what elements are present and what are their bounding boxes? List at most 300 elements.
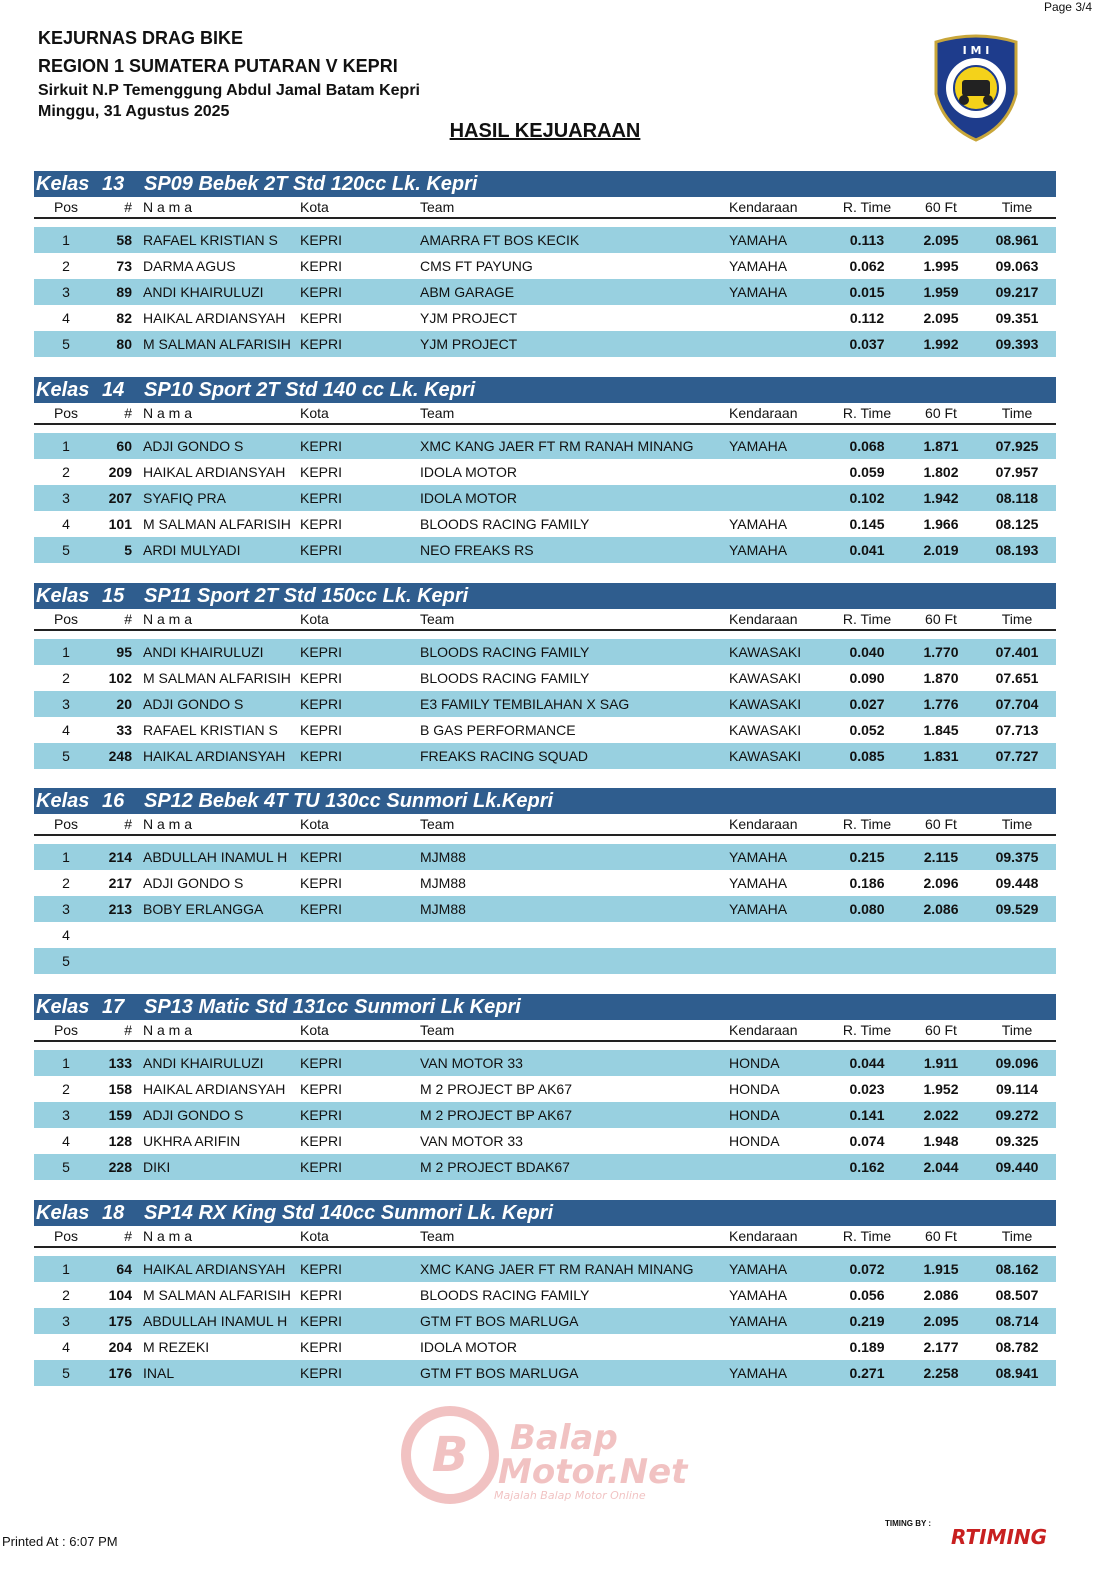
city: KEPRI <box>300 1055 343 1071</box>
team-name: CMS FT PAYUNG <box>420 258 533 274</box>
table-header <box>34 403 1056 425</box>
city: KEPRI <box>300 232 343 248</box>
bib-number: 33 <box>116 722 132 738</box>
column-header-no: # <box>124 405 132 421</box>
vehicle: KAWASAKI <box>729 670 802 686</box>
reaction-time: 0.141 <box>849 1107 885 1123</box>
team-name: BLOODS RACING FAMILY <box>420 1287 590 1303</box>
table-row <box>34 1050 1056 1076</box>
table-row <box>34 227 1056 253</box>
sixty-ft-time: 1.776 <box>923 696 959 712</box>
rider-name: HAIKAL ARDIANSYAH <box>143 464 286 480</box>
rider-name: BOBY ERLANGGA <box>143 901 264 917</box>
vehicle: HONDA <box>729 1055 780 1071</box>
bib-number: 175 <box>108 1313 132 1329</box>
column-header-pos: Pos <box>53 611 79 627</box>
bib-number: 159 <box>108 1107 132 1123</box>
column-header-ft: 60 Ft <box>925 816 957 832</box>
column-header-team: Team <box>420 199 455 215</box>
final-time: 09.217 <box>995 284 1039 300</box>
city: KEPRI <box>300 1261 343 1277</box>
class-heading <box>34 1200 1056 1226</box>
rider-name: ANDI KHAIRULUZI <box>143 284 264 300</box>
final-time: 08.507 <box>995 1287 1039 1303</box>
final-time: 09.063 <box>995 258 1039 274</box>
column-header-kendaraan: Kendaraan <box>729 1022 798 1038</box>
table-row <box>34 537 1056 563</box>
table-row <box>34 1154 1056 1180</box>
bib-number: 20 <box>116 696 132 712</box>
team-name: MJM88 <box>420 875 466 891</box>
rider-name: HAIKAL ARDIANSYAH <box>143 748 286 764</box>
class-name: SP13 Matic Std 131cc Sunmori Lk Kepri <box>144 996 521 1018</box>
printed-at: Printed At : 6:07 PM <box>2 1534 118 1549</box>
bib-number: 213 <box>108 901 132 917</box>
city: KEPRI <box>300 1287 343 1303</box>
table-row <box>34 459 1056 485</box>
team-name: BLOODS RACING FAMILY <box>420 516 590 532</box>
rider-name: UKHRA ARIFIN <box>143 1133 241 1149</box>
class-section <box>34 377 1056 563</box>
team-name: VAN MOTOR 33 <box>420 1055 523 1071</box>
position: 3 <box>62 490 70 506</box>
event-region: REGION 1 SUMATERA PUTARAN V KEPRI <box>38 56 398 76</box>
column-header-kendaraan: Kendaraan <box>729 816 798 832</box>
final-time: 08.961 <box>995 232 1039 248</box>
column-header-time: Time <box>1001 1228 1033 1244</box>
bib-number: 101 <box>108 516 132 532</box>
final-time: 07.727 <box>995 748 1039 764</box>
table-row <box>34 1102 1056 1128</box>
final-time: 09.529 <box>995 901 1039 917</box>
page-number: Page 3/4 <box>1043 0 1092 14</box>
table-row <box>34 844 1056 870</box>
column-header-kota: Kota <box>300 1022 329 1038</box>
city: KEPRI <box>300 722 343 738</box>
sixty-ft-time: 2.044 <box>923 1159 959 1175</box>
column-header-time: Time <box>1001 1022 1033 1038</box>
city: KEPRI <box>300 644 343 660</box>
column-header-pos: Pos <box>53 405 79 421</box>
final-time: 08.782 <box>995 1339 1039 1355</box>
column-header-kendaraan: Kendaraan <box>729 405 798 421</box>
table-row <box>34 1282 1056 1308</box>
spacer <box>34 219 1056 227</box>
table-row <box>34 253 1056 279</box>
timing-label: TIMING BY : <box>885 1519 932 1528</box>
reaction-time: 0.037 <box>849 336 885 352</box>
team-name: IDOLA MOTOR <box>420 1339 517 1355</box>
table-row <box>34 1360 1056 1386</box>
class-section <box>34 994 1056 1180</box>
bib-number: 104 <box>108 1287 132 1303</box>
vehicle: YAMAHA <box>729 1365 788 1381</box>
reaction-time: 0.015 <box>849 284 885 300</box>
city: KEPRI <box>300 1133 343 1149</box>
svg-text:B: B <box>431 1427 469 1483</box>
class-label: Kelas <box>36 379 90 401</box>
city: KEPRI <box>300 516 343 532</box>
vehicle: HONDA <box>729 1107 780 1123</box>
class-section <box>34 171 1056 357</box>
final-time: 09.448 <box>995 875 1039 891</box>
team-name: M 2 PROJECT BDAK67 <box>420 1159 570 1175</box>
reaction-time: 0.215 <box>849 849 885 865</box>
column-header-kota: Kota <box>300 1228 329 1244</box>
svg-text:Balap: Balap <box>510 1418 618 1458</box>
rider-name: M REZEKI <box>143 1339 210 1355</box>
reaction-time: 0.102 <box>849 490 885 506</box>
bib-number: 64 <box>116 1261 132 1277</box>
spacer <box>34 1248 1056 1256</box>
spacer <box>34 1042 1056 1050</box>
column-header-team: Team <box>420 1022 455 1038</box>
reaction-time: 0.027 <box>849 696 885 712</box>
sixty-ft-time: 1.831 <box>923 748 959 764</box>
city: KEPRI <box>300 748 343 764</box>
city: KEPRI <box>300 542 343 558</box>
column-header-rtime: R. Time <box>842 816 892 832</box>
position: 5 <box>62 336 70 352</box>
sixty-ft-time: 1.770 <box>923 644 959 660</box>
timing-credit <box>885 1515 1070 1555</box>
sixty-ft-time: 1.911 <box>923 1055 959 1071</box>
vehicle: YAMAHA <box>729 438 788 454</box>
column-header-ft: 60 Ft <box>925 199 957 215</box>
rider-name: ARDI MULYADI <box>143 542 241 558</box>
column-header-ft: 60 Ft <box>925 1022 957 1038</box>
reaction-time: 0.041 <box>849 542 885 558</box>
sixty-ft-time: 1.952 <box>923 1081 959 1097</box>
sixty-ft-time: 1.992 <box>923 336 959 352</box>
reaction-time: 0.080 <box>849 901 885 917</box>
rider-name: ABDULLAH INAMUL H <box>143 1313 288 1329</box>
team-name: YJM PROJECT <box>420 310 518 326</box>
bib-number: 207 <box>108 490 132 506</box>
reaction-time: 0.059 <box>849 464 885 480</box>
column-header-rtime: R. Time <box>842 199 892 215</box>
vehicle: YAMAHA <box>729 1287 788 1303</box>
city: KEPRI <box>300 1081 343 1097</box>
city: KEPRI <box>300 696 343 712</box>
rider-name: DARMA AGUS <box>143 258 236 274</box>
class-number: 15 <box>102 585 125 607</box>
table-row <box>34 639 1056 665</box>
position: 2 <box>62 670 70 686</box>
team-name: AMARRA FT BOS KECIK <box>420 232 580 248</box>
rider-name: HAIKAL ARDIANSYAH <box>143 310 286 326</box>
city: KEPRI <box>300 336 343 352</box>
class-label: Kelas <box>36 173 90 195</box>
reaction-time: 0.090 <box>849 670 885 686</box>
column-header-time: Time <box>1001 816 1033 832</box>
column-header-no: # <box>124 816 132 832</box>
final-time: 08.118 <box>995 490 1039 506</box>
column-header-time: Time <box>1001 199 1033 215</box>
table-row <box>34 279 1056 305</box>
column-header-no: # <box>124 1228 132 1244</box>
class-number: 14 <box>102 379 125 401</box>
final-time: 09.272 <box>995 1107 1039 1123</box>
position: 1 <box>62 232 70 248</box>
team-name: M 2 PROJECT BP AK67 <box>420 1081 572 1097</box>
column-header-team: Team <box>420 405 455 421</box>
class-heading <box>34 171 1056 197</box>
city: KEPRI <box>300 464 343 480</box>
sixty-ft-time: 1.802 <box>923 464 959 480</box>
city: KEPRI <box>300 284 343 300</box>
table-row <box>34 665 1056 691</box>
position: 2 <box>62 1287 70 1303</box>
city: KEPRI <box>300 438 343 454</box>
bib-number: 82 <box>116 310 132 326</box>
event-venue: Sirkuit N.P Temenggung Abdul Jamal Batam Kepri <box>38 82 420 99</box>
column-header-name: N a m a <box>143 1228 193 1244</box>
final-time: 09.325 <box>995 1133 1039 1149</box>
timing-brand-logo: RTIMING <box>951 1525 1048 1549</box>
table-row <box>34 1128 1056 1154</box>
table-row <box>34 511 1056 537</box>
table-header <box>34 814 1056 836</box>
position: 2 <box>62 875 70 891</box>
vehicle: YAMAHA <box>729 1313 788 1329</box>
team-name: GTM FT BOS MARLUGA <box>420 1313 579 1329</box>
column-header-no: # <box>124 199 132 215</box>
final-time: 07.713 <box>995 722 1039 738</box>
table-row <box>34 870 1056 896</box>
sixty-ft-time: 2.095 <box>923 232 959 248</box>
city: KEPRI <box>300 1313 343 1329</box>
vehicle: YAMAHA <box>729 875 788 891</box>
event-title: KEJURNAS DRAG BIKE <box>38 28 244 48</box>
final-time: 09.096 <box>995 1055 1039 1071</box>
column-header-rtime: R. Time <box>842 1022 892 1038</box>
table-row <box>34 717 1056 743</box>
position: 2 <box>62 1081 70 1097</box>
position: 2 <box>62 258 70 274</box>
spacer <box>34 836 1056 844</box>
final-time: 08.714 <box>995 1313 1039 1329</box>
final-time: 09.375 <box>995 849 1039 865</box>
sixty-ft-time: 1.948 <box>923 1133 959 1149</box>
bib-number: 95 <box>116 644 132 660</box>
column-header-name: N a m a <box>143 199 193 215</box>
column-header-time: Time <box>1001 405 1033 421</box>
position: 4 <box>62 516 70 532</box>
reaction-time: 0.023 <box>849 1081 885 1097</box>
reaction-time: 0.162 <box>849 1159 885 1175</box>
bib-number: 248 <box>108 748 132 764</box>
class-label: Kelas <box>36 585 90 607</box>
reaction-time: 0.072 <box>849 1261 885 1277</box>
team-name: MJM88 <box>420 901 466 917</box>
bib-number: 176 <box>108 1365 132 1381</box>
class-heading <box>34 788 1056 814</box>
position: 1 <box>62 1261 70 1277</box>
class-section <box>34 1200 1056 1386</box>
position: 1 <box>62 1055 70 1071</box>
rider-name: HAIKAL ARDIANSYAH <box>143 1261 286 1277</box>
vehicle: KAWASAKI <box>729 696 802 712</box>
vehicle: KAWASAKI <box>729 644 802 660</box>
position: 1 <box>62 438 70 454</box>
column-header-team: Team <box>420 816 455 832</box>
reaction-time: 0.044 <box>849 1055 885 1071</box>
table-row <box>34 691 1056 717</box>
class-heading <box>34 583 1056 609</box>
final-time: 07.401 <box>995 644 1039 660</box>
position: 4 <box>62 722 70 738</box>
final-time: 07.651 <box>995 670 1039 686</box>
sixty-ft-time: 1.995 <box>923 258 959 274</box>
bib-number: 89 <box>116 284 132 300</box>
team-name: IDOLA MOTOR <box>420 490 517 506</box>
bib-number: 102 <box>108 670 132 686</box>
bib-number: 73 <box>116 258 132 274</box>
table-row <box>34 331 1056 357</box>
rider-name: RAFAEL KRISTIAN S <box>143 232 278 248</box>
sixty-ft-time: 2.086 <box>923 901 959 917</box>
reaction-time: 0.186 <box>849 875 885 891</box>
vehicle: YAMAHA <box>729 258 788 274</box>
bib-number: 214 <box>108 849 132 865</box>
class-heading <box>34 994 1056 1020</box>
rider-name: INAL <box>143 1365 175 1381</box>
final-time: 07.704 <box>995 696 1039 712</box>
position: 4 <box>62 1133 70 1149</box>
class-label: Kelas <box>36 1202 90 1224</box>
position: 4 <box>62 927 70 943</box>
rider-name: ADJI GONDO S <box>143 438 244 454</box>
bib-number: 58 <box>116 232 132 248</box>
reaction-time: 0.040 <box>849 644 885 660</box>
table-row <box>34 433 1056 459</box>
vehicle: HONDA <box>729 1133 780 1149</box>
city: KEPRI <box>300 670 343 686</box>
position: 5 <box>62 748 70 764</box>
position: 1 <box>62 644 70 660</box>
column-header-kendaraan: Kendaraan <box>729 199 798 215</box>
bib-number: 204 <box>108 1339 132 1355</box>
team-name: FREAKS RACING SQUAD <box>420 748 589 764</box>
sixty-ft-time: 2.095 <box>923 310 959 326</box>
sixty-ft-time: 2.115 <box>923 849 959 865</box>
class-number: 13 <box>102 173 125 195</box>
column-header-ft: 60 Ft <box>925 611 957 627</box>
table-header <box>34 197 1056 219</box>
table-row <box>34 922 1056 948</box>
vehicle: YAMAHA <box>729 542 788 558</box>
table-row <box>34 896 1056 922</box>
class-name: SP14 RX King Std 140cc Sunmori Lk. Kepri <box>144 1202 554 1224</box>
class-number: 17 <box>102 996 125 1018</box>
class-name: SP11 Sport 2T Std 150cc Lk. Kepri <box>144 585 469 607</box>
sixty-ft-time: 1.845 <box>923 722 959 738</box>
sixty-ft-time: 1.959 <box>923 284 959 300</box>
final-time: 08.125 <box>995 516 1039 532</box>
final-time: 07.957 <box>995 464 1039 480</box>
reaction-time: 0.189 <box>849 1339 885 1355</box>
team-name: BLOODS RACING FAMILY <box>420 670 590 686</box>
rider-name: ADJI GONDO S <box>143 696 244 712</box>
column-header-no: # <box>124 611 132 627</box>
reaction-time: 0.112 <box>849 310 885 326</box>
bib-number: 128 <box>108 1133 132 1149</box>
vehicle: YAMAHA <box>729 284 788 300</box>
sixty-ft-time: 2.177 <box>923 1339 959 1355</box>
reaction-time: 0.068 <box>849 438 885 454</box>
column-header-name: N a m a <box>143 611 193 627</box>
reaction-time: 0.219 <box>849 1313 885 1329</box>
rider-name: M SALMAN ALFARISIH <box>143 670 291 686</box>
table-header <box>34 1020 1056 1042</box>
rider-name: SYAFIQ PRA <box>143 490 226 506</box>
vehicle: YAMAHA <box>729 849 788 865</box>
team-name: GTM FT BOS MARLUGA <box>420 1365 579 1381</box>
city: KEPRI <box>300 849 343 865</box>
imi-logo <box>928 34 1024 144</box>
city: KEPRI <box>300 1107 343 1123</box>
column-header-time: Time <box>1001 611 1033 627</box>
table-row <box>34 948 1056 974</box>
column-header-kendaraan: Kendaraan <box>729 1228 798 1244</box>
position: 1 <box>62 849 70 865</box>
svg-text:I M I: I M I <box>962 44 990 57</box>
sixty-ft-time: 2.096 <box>923 875 959 891</box>
class-number: 16 <box>102 790 125 812</box>
rider-name: ABDULLAH INAMUL H <box>143 849 288 865</box>
reaction-time: 0.085 <box>849 748 885 764</box>
sixty-ft-time: 1.915 <box>923 1261 959 1277</box>
vehicle: HONDA <box>729 1081 780 1097</box>
position: 5 <box>62 542 70 558</box>
vehicle: KAWASAKI <box>729 748 802 764</box>
city: KEPRI <box>300 1339 343 1355</box>
final-time: 08.193 <box>995 542 1039 558</box>
column-header-ft: 60 Ft <box>925 405 957 421</box>
rider-name: RAFAEL KRISTIAN S <box>143 722 278 738</box>
spacer <box>34 425 1056 433</box>
class-name: SP10 Sport 2T Std 140 cc Lk. Kepri <box>144 379 476 401</box>
table-row <box>34 485 1056 511</box>
table-row <box>34 1076 1056 1102</box>
table-row <box>34 1256 1056 1282</box>
table-header <box>34 1226 1056 1248</box>
sixty-ft-time: 2.086 <box>923 1287 959 1303</box>
reaction-time: 0.145 <box>849 516 885 532</box>
position: 3 <box>62 284 70 300</box>
reaction-time: 0.113 <box>849 232 885 248</box>
table-row <box>34 1308 1056 1334</box>
class-section <box>34 583 1056 769</box>
final-time: 09.440 <box>995 1159 1039 1175</box>
column-header-no: # <box>124 1022 132 1038</box>
position: 2 <box>62 464 70 480</box>
city: KEPRI <box>300 490 343 506</box>
reaction-time: 0.271 <box>849 1365 885 1381</box>
table-row <box>34 743 1056 769</box>
class-name: SP12 Bebek 4T TU 130cc Sunmori Lk.Kepri <box>144 790 554 812</box>
rider-name: ANDI KHAIRULUZI <box>143 644 264 660</box>
column-header-kendaraan: Kendaraan <box>729 611 798 627</box>
rider-name: ADJI GONDO S <box>143 875 244 891</box>
reaction-time: 0.062 <box>849 258 885 274</box>
results-title: HASIL KEJUARAAN <box>449 120 641 142</box>
rider-name: ADJI GONDO S <box>143 1107 244 1123</box>
position: 3 <box>62 696 70 712</box>
final-time: 09.351 <box>995 310 1039 326</box>
vehicle: YAMAHA <box>729 901 788 917</box>
